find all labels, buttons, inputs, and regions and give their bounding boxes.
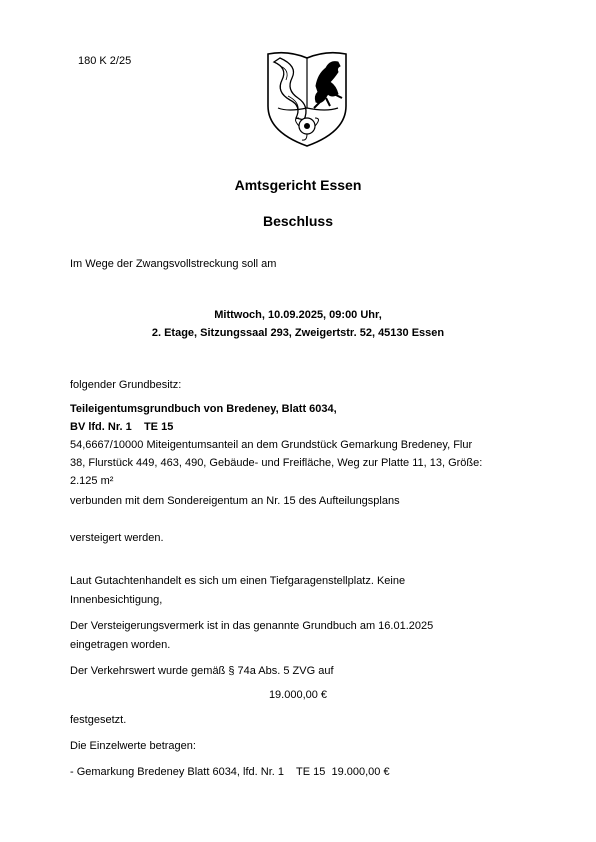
registration-line: Der Versteigerungsvermerk ist in das genannte Grundbuch am 16.01.2025 — [70, 620, 434, 632]
registration-line: eingetragen worden. — [70, 639, 171, 651]
appraisal-line: Laut Gutachtenhandelt es sich um einen Tiefgaragenstellplatz. Keine — [70, 575, 406, 587]
market-value-intro: Der Verkehrswert wurde gemäß § 74a Abs. 5 ZVG auf — [70, 665, 334, 677]
share-line: 54,6667/10000 Miteigentumsanteil an dem Grundstück Gemarkung Bredeney, Flur — [70, 439, 473, 451]
property-intro: folgender Grundbesitz: — [70, 379, 182, 391]
register-item: BV lfd. Nr. 1 TE 15 — [70, 421, 174, 433]
appraisal-line: Innenbesichtigung, — [70, 594, 163, 606]
file-number: 180 K 2/25 — [78, 55, 132, 67]
auction-location: 2. Etage, Sitzungssaal 293, Zweigertstr. 52, 45130 Essen — [151, 327, 445, 339]
individual-value-line: - Gemarkung Bredeney Blatt 6034, lfd. Nr. 1 TE 15 19.000,00 € — [70, 766, 390, 778]
intro-text: Im Wege der Zwangsvollstreckung soll am — [70, 258, 277, 270]
special-ownership: verbunden mit dem Sondereigentum an Nr. 15 des Aufteilungsplans — [70, 495, 400, 507]
court-title: Amtsgericht Essen — [234, 177, 362, 193]
decision-title: Beschluss — [262, 213, 334, 229]
nrw-coat-of-arms-icon — [258, 48, 356, 150]
auction-phrase: versteigert werden. — [70, 532, 164, 544]
auction-date: Mittwoch, 10.09.2025, 09:00 Uhr, — [214, 309, 382, 321]
fixed-phrase: festgesetzt. — [70, 714, 127, 726]
share-line: 2.125 m² — [70, 475, 114, 487]
share-line: 38, Flurstück 449, 463, 490, Gebäude- und Freifläche, Weg zur Platte 11, 13, Größe: — [70, 457, 483, 469]
market-value: 19.000,00 € — [268, 689, 328, 701]
individual-values-intro: Die Einzelwerte betragen: — [70, 740, 196, 752]
register-title: Teileigentumsgrundbuch von Bredeney, Blatt 6034, — [70, 403, 337, 415]
